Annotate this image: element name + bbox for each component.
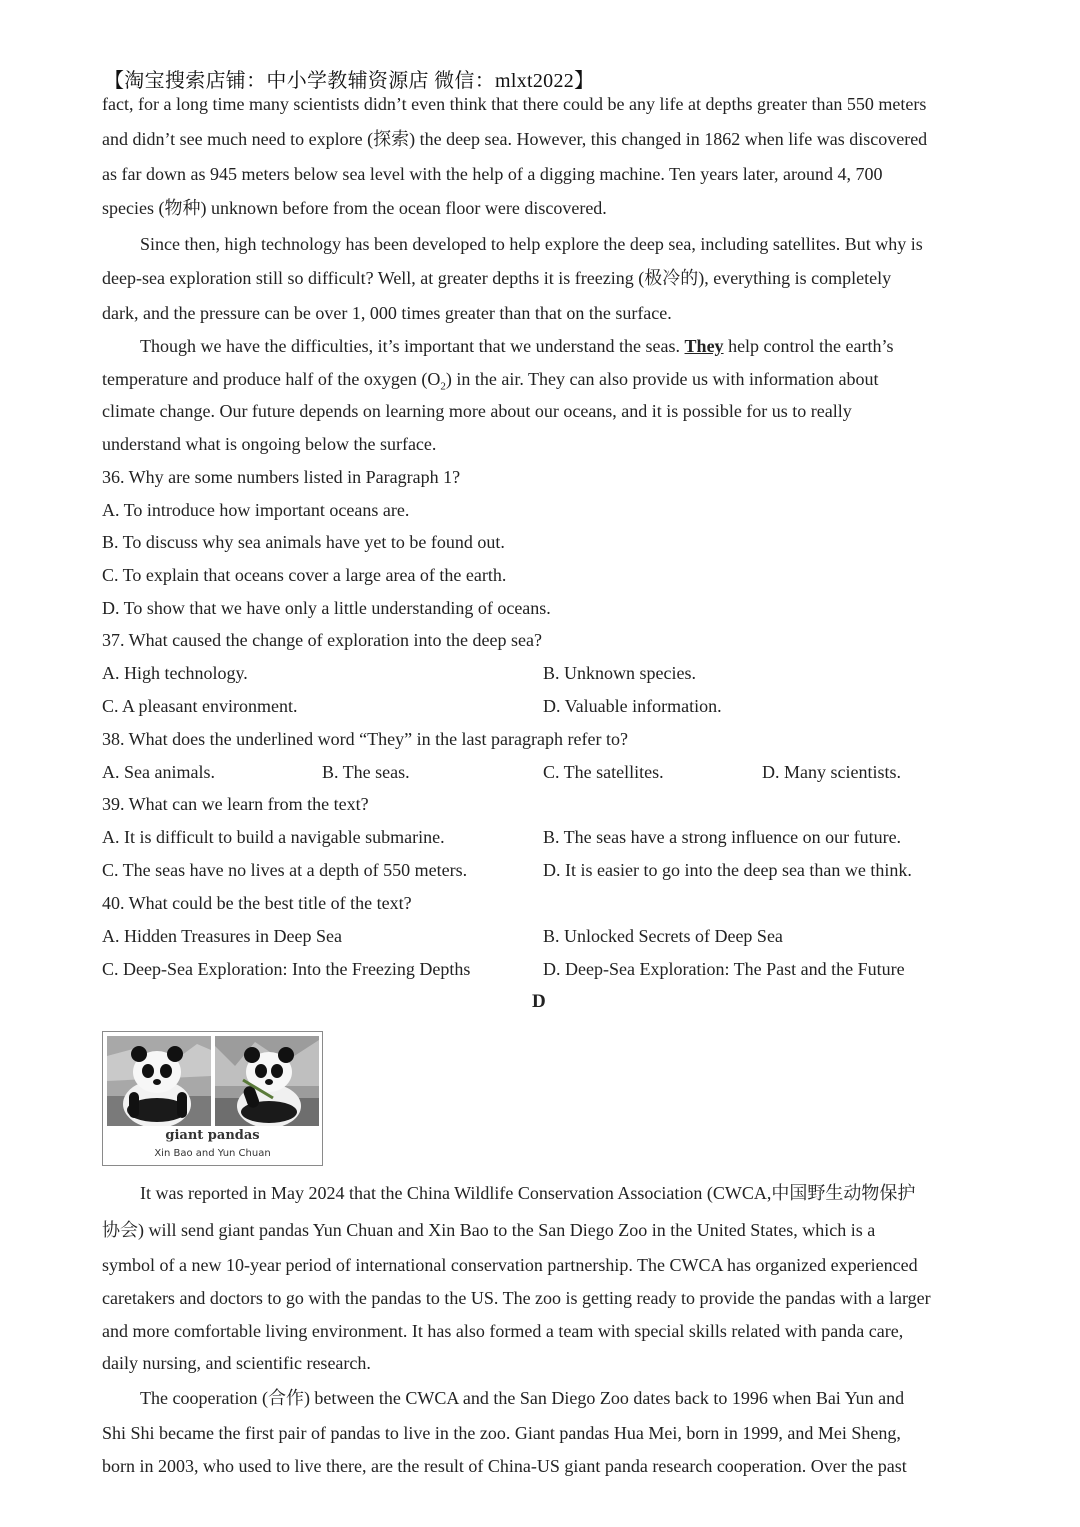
question-36-option-c: C. To explain that oceans cover a large area of the earth. bbox=[102, 565, 507, 585]
para3-line1-pre: Though we have the difficulties, it’s important that we understand the seas. bbox=[140, 336, 685, 356]
question-39-option-c: C. The seas have no lives at a depth of 550 meters. bbox=[102, 860, 468, 880]
passage-d-p1-line-1: It was reported in May 2024 that the China Wildlife Conservation Association (CWCA,中国野生动物保护 bbox=[140, 1183, 916, 1203]
question-39-option-d: D. It is easier to go into the deep sea than we think. bbox=[543, 860, 912, 880]
question-40-stem: 40. What could be the best title of the text? bbox=[102, 893, 412, 913]
para3-line1-post: help control the earth’s bbox=[723, 336, 894, 356]
para3-line2-pre: temperature and produce half of the oxygen (O bbox=[102, 369, 441, 389]
para2-line-2: deep-sea exploration still so difficult? Well, at greater depths it is freezing (极冷的), everything is completely bbox=[102, 268, 892, 288]
question-40-option-a: A. Hidden Treasures in Deep Sea bbox=[102, 926, 342, 946]
passage-d-p1-line-2: 协会) will send giant pandas Yun Chuan and Xin Bao to the San Diego Zoo in the United States, which is a bbox=[102, 1220, 876, 1240]
question-39-option-a: A. It is difficult to build a navigable submarine. bbox=[102, 827, 445, 847]
question-38-option-b: B. The seas. bbox=[322, 762, 410, 782]
question-36-stem: 36. Why are some numbers listed in Paragraph 1? bbox=[102, 467, 461, 487]
question-36-option-a: A. To introduce how important oceans are. bbox=[102, 500, 410, 520]
passage-d-p2-line-1: The cooperation (合作) between the CWCA and the San Diego Zoo dates back to 1996 when Bai Yun and bbox=[140, 1388, 905, 1408]
para1-line-3: as far down as 945 meters below sea level with the help of a digging machine. Ten years later, around 4, 700 bbox=[102, 164, 883, 184]
question-37-option-c: C. A pleasant environment. bbox=[102, 696, 298, 716]
para2-line-3: dark, and the pressure can be over 1, 000 times greater than that on the surface. bbox=[102, 303, 672, 323]
giant-pandas-figure bbox=[102, 1031, 323, 1166]
para1-line-1: fact, for a long time many scientists didn’t even think that there could be any life at depths greater than 550 meters bbox=[102, 94, 927, 114]
para3-line2-post: ) in the air. They can also provide us with information about bbox=[445, 369, 879, 389]
question-37-stem: 37. What caused the change of exploration into the deep sea? bbox=[102, 630, 542, 650]
question-36-option-d: D. To show that we have only a little understanding of oceans. bbox=[102, 598, 551, 618]
panda-photo-yun-chuan bbox=[215, 1036, 319, 1126]
question-38-option-a: A. Sea animals. bbox=[102, 762, 215, 782]
underlined-word-they: They bbox=[684, 336, 724, 356]
passage-d-p1-line-6: daily nursing, and scientific research. bbox=[102, 1353, 371, 1373]
question-37-option-a: A. High technology. bbox=[102, 663, 248, 683]
question-38-option-c: C. The satellites. bbox=[543, 762, 664, 782]
passage-d-p1-line-3: symbol of a new 10-year period of international conservation partnership. The CWCA has organized experienced bbox=[102, 1255, 918, 1275]
section-label-d: D bbox=[532, 991, 546, 1012]
question-39-option-b: B. The seas have a strong influence on our future. bbox=[543, 827, 902, 847]
question-38-stem: 38. What does the underlined word “They” in the last paragraph refer to? bbox=[102, 729, 628, 749]
passage-d-p1-line-5: and more comfortable living environment. It has also formed a team with special skills related with panda care, bbox=[102, 1321, 904, 1341]
question-37-option-b: B. Unknown species. bbox=[543, 663, 696, 683]
para3-line-2 bbox=[102, 367, 982, 399]
passage-d-p2-line-3: born in 2003, who used to live there, are the result of China-US giant panda research cooperation. Over the past bbox=[102, 1456, 907, 1476]
para1-line-2: and didn’t see much need to explore (探索) the deep sea. However, this changed in 1862 when life was discovered bbox=[102, 129, 928, 149]
figure-caption: Xin Bao and Yun Chuan bbox=[154, 1148, 271, 1159]
para2-line-1: Since then, high technology has been developed to help explore the deep sea, including satellites. But why is bbox=[140, 234, 923, 254]
oxygen-subscript: 2 bbox=[440, 380, 446, 393]
question-37-option-d: D. Valuable information. bbox=[543, 696, 722, 716]
question-40-option-b: B. Unlocked Secrets of Deep Sea bbox=[543, 926, 783, 946]
passage-d-p2-line-2: Shi Shi became the first pair of pandas to live in the zoo. Giant pandas Hua Mei, born in 1999, and Mei Sheng, bbox=[102, 1423, 901, 1443]
para3-line-4: understand what is ongoing below the surface. bbox=[102, 434, 437, 454]
question-38-option-d: D. Many scientists. bbox=[762, 762, 901, 782]
question-40-option-c: C. Deep-Sea Exploration: Into the Freezing Depths bbox=[102, 959, 471, 979]
watermark-header: 【淘宝搜索店铺：中小学教辅资源店 微信：mlxt2022】 bbox=[104, 70, 595, 92]
panda-photo-xin-bao bbox=[107, 1036, 211, 1126]
figure-title: giant pandas bbox=[165, 1128, 260, 1143]
para3-line-3: climate change. Our future depends on learning more about our oceans, and it is possible for us to really bbox=[102, 401, 852, 421]
passage-d-p1-line-4: caretakers and doctors to go with the pandas to the US. The zoo is getting ready to provide the pandas with a larger bbox=[102, 1288, 931, 1308]
para1-line-4: species (物种) unknown before from the ocean floor were discovered. bbox=[102, 198, 607, 218]
question-39-stem: 39. What can we learn from the text? bbox=[102, 794, 369, 814]
question-36-option-b: B. To discuss why sea animals have yet to be found out. bbox=[102, 532, 505, 552]
para3-line-1 bbox=[140, 334, 1020, 358]
question-40-option-d: D. Deep-Sea Exploration: The Past and the Future bbox=[543, 959, 905, 979]
